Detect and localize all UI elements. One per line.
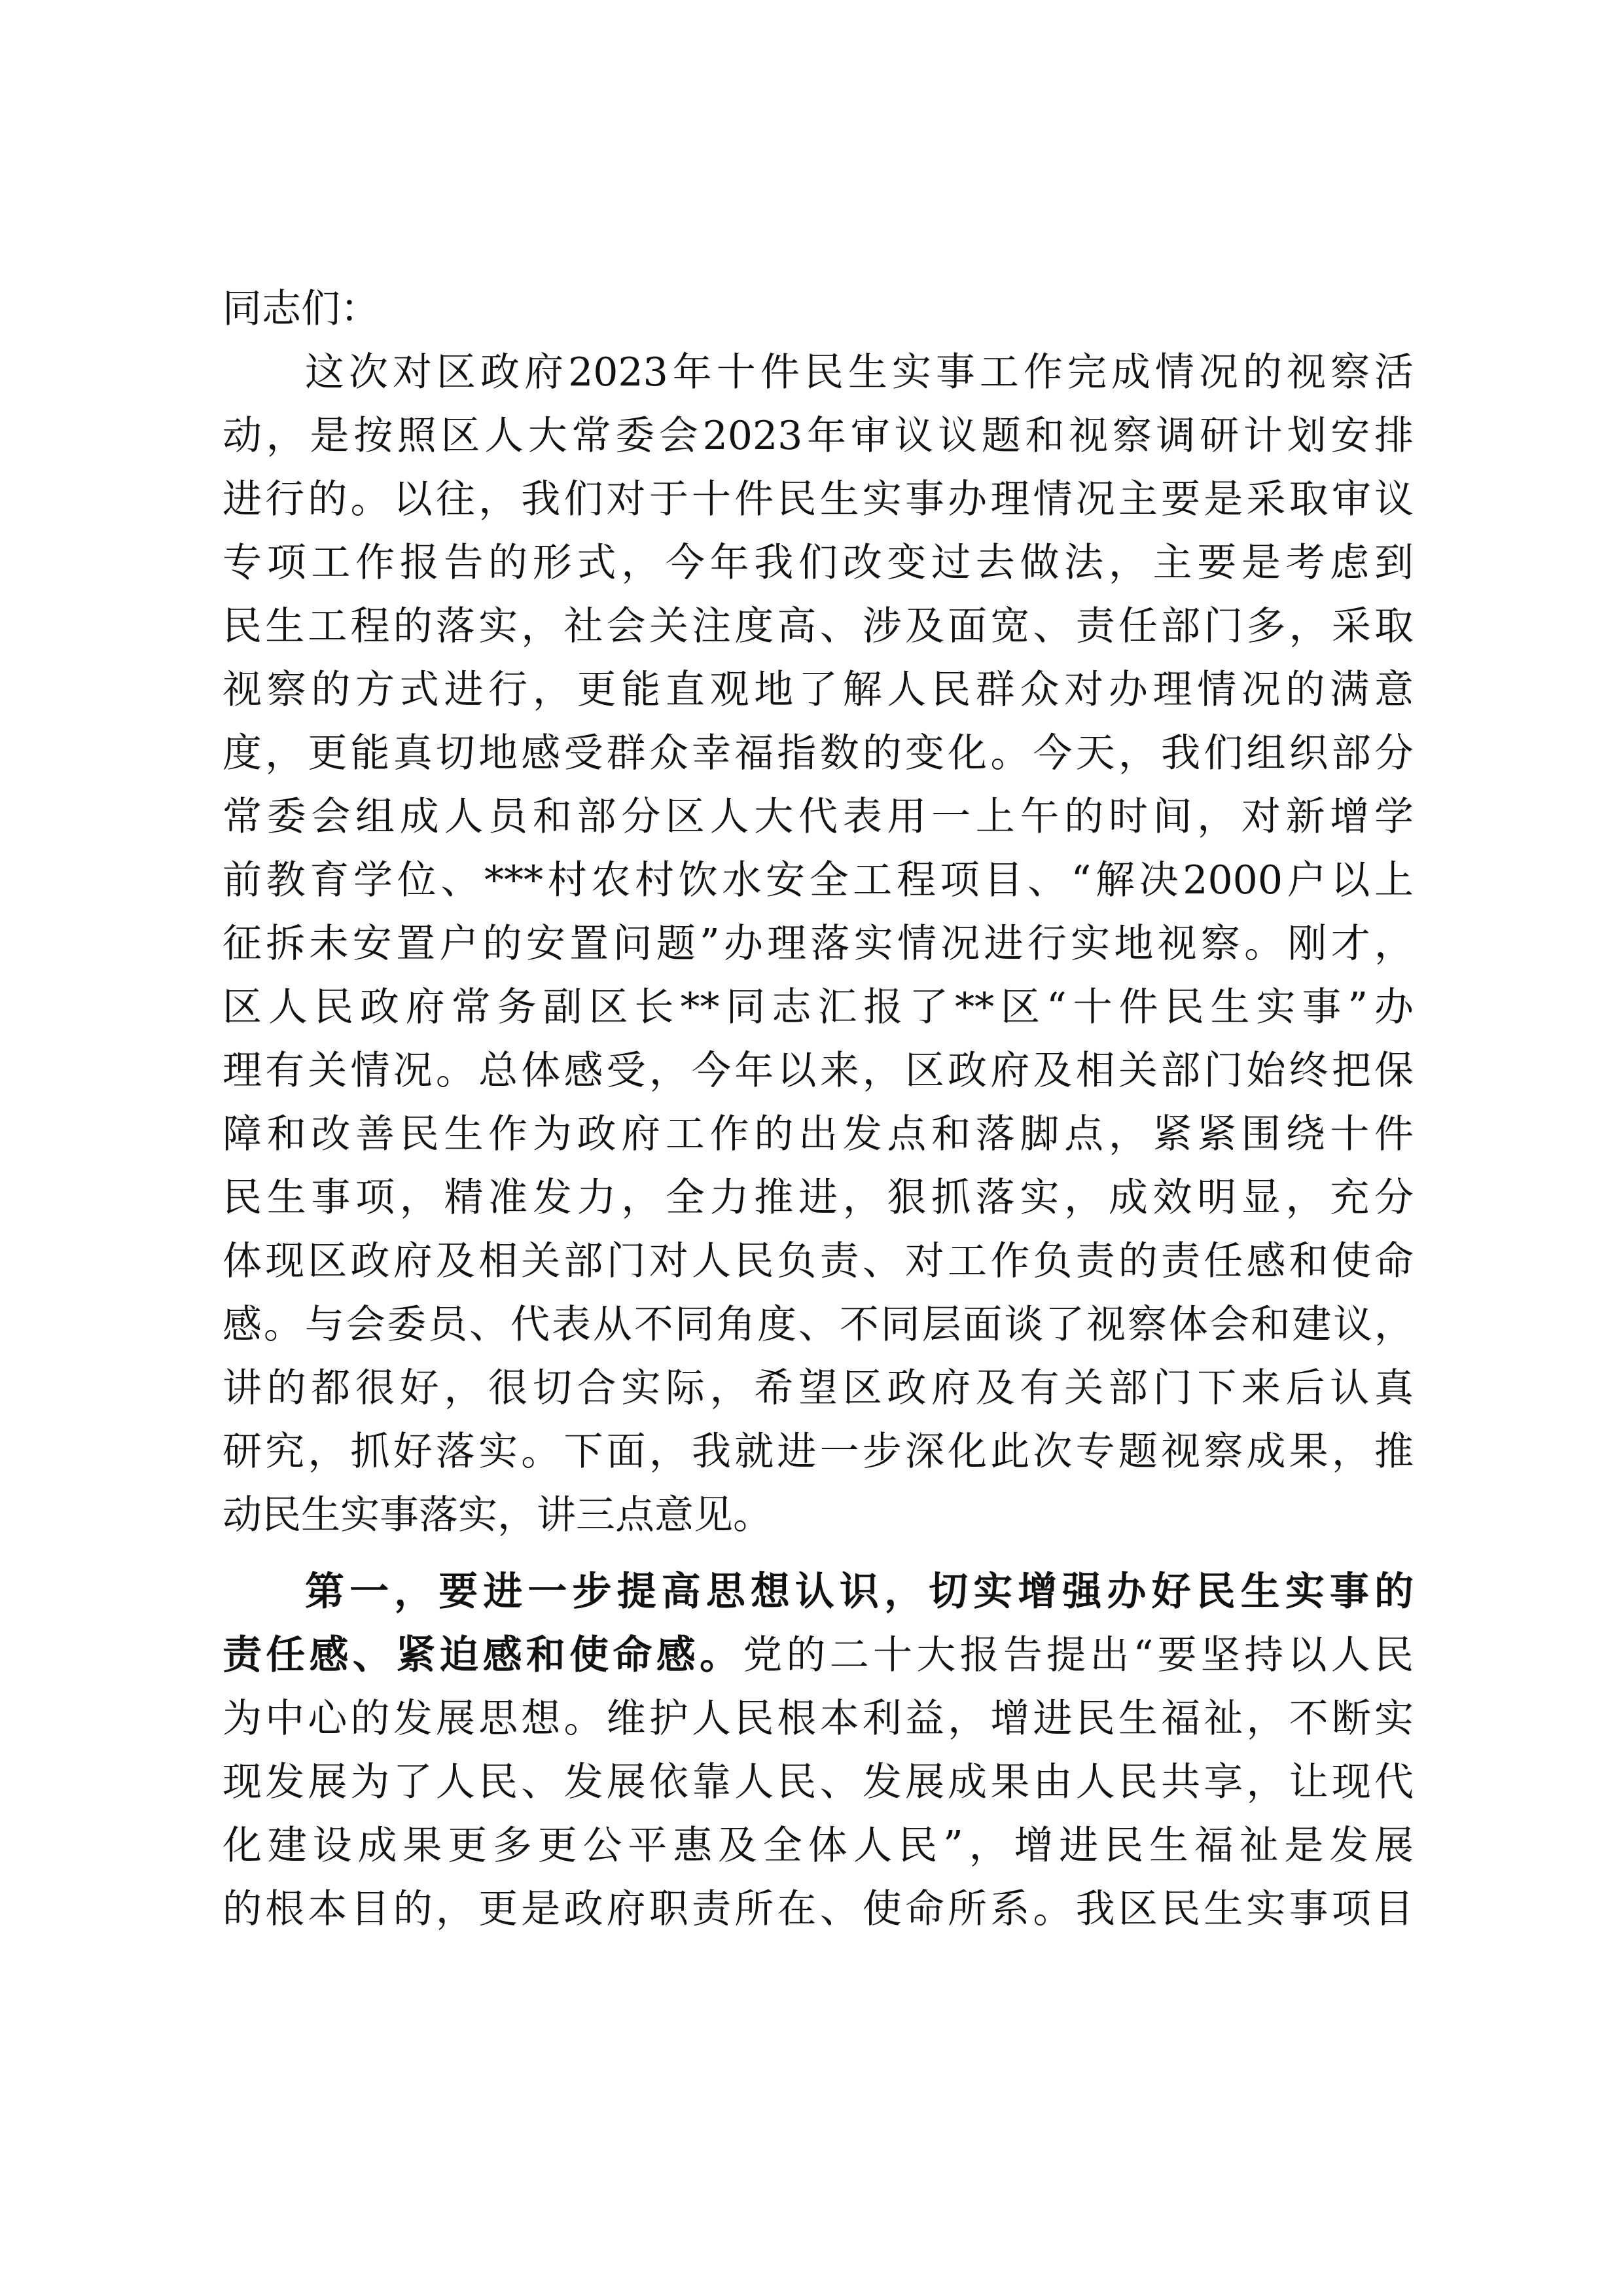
paragraph-line: 这次对区政府2023年十件民生实事工作完成情况的视察活 bbox=[305, 350, 1414, 395]
paragraph-1 bbox=[223, 341, 1414, 1547]
paragraph-line: 为中心的发展思想。维护人民根本利益，增进民生福祉，不断实 bbox=[223, 1696, 1414, 1742]
paragraph-line: 讲的都很好，很切合实际，希望区政府及有关部门下来后认真 bbox=[223, 1365, 1414, 1411]
paragraph-line: 动，是按照区人大常委会2023年审议议题和视察调研计划安排 bbox=[223, 413, 1414, 459]
paragraph-gap bbox=[223, 1547, 1414, 1560]
section-heading: 第一，要进一步提高思想认识，切实增强办好民生实事的 bbox=[305, 1569, 1414, 1615]
paragraph-line: 感。与会委员、代表从不同角度、不同层面谈了视察体会和建议， bbox=[223, 1302, 1414, 1348]
paragraph-line: 民生事项，精准发力，全力推进，狠抓落实，成效明显，充分 bbox=[223, 1175, 1414, 1221]
paragraph-line: 视察的方式进行，更能直观地了解人民群众对办理情况的满意 bbox=[223, 667, 1414, 713]
paragraph-line: 前教育学位、***村农村饮水安全工程项目、“解决2000户以上 bbox=[223, 857, 1414, 903]
paragraph-line: 障和改善民生作为政府工作的出发点和落脚点，紧紧围绕十件 bbox=[223, 1111, 1414, 1157]
paragraph-text: 党的二十大报告提出“要坚持以人民 bbox=[743, 1632, 1414, 1678]
paragraph-line: 现发展为了人民、发展依靠人民、发展成果由人民共享，让现代 bbox=[223, 1759, 1414, 1805]
paragraph-line: 常委会组成人员和部分区人大代表用一上午的时间，对新增学 bbox=[223, 794, 1414, 840]
paragraph-line: 化建设成果更多更公平惠及全体人民”，增进民生福祉是发展 bbox=[223, 1823, 1414, 1869]
paragraph-line bbox=[223, 1624, 1414, 1687]
document-body bbox=[223, 278, 1414, 1941]
paragraph-line: 专项工作报告的形式，今年我们改变过去做法，主要是考虑到 bbox=[223, 540, 1414, 586]
salutation: 同志们： bbox=[223, 286, 380, 332]
paragraph-line: 体现区政府及相关部门对人民负责、对工作负责的责任感和使命 bbox=[223, 1238, 1414, 1284]
paragraph-line: 区人民政府常务副区长**同志汇报了**区“十件民生实事”办 bbox=[223, 984, 1414, 1030]
paragraph-line: 征拆未安置户的安置问题”办理落实情况进行实地视察。刚才， bbox=[223, 921, 1414, 967]
section-heading-continued: 责任感、紧迫感和使命感。 bbox=[223, 1632, 743, 1678]
paragraph-line: 进行的。以往，我们对于十件民生实事办理情况主要是采取审议 bbox=[223, 476, 1414, 522]
paragraph-line: 动民生实事落实，讲三点意见。 bbox=[223, 1492, 772, 1538]
paragraph-line: 研究，抓好落实。下面，我就进一步深化此次专题视察成果，推 bbox=[223, 1429, 1414, 1475]
paragraph-line: 度，更能真切地感受群众幸福指数的变化。今天，我们组织部分 bbox=[223, 730, 1414, 776]
paragraph-line: 的根本目的，更是政府职责所在、使命所系。我区民生实事项目 bbox=[223, 1886, 1414, 1932]
paragraph-line: 民生工程的落实，社会关注度高、涉及面宽、责任部门多，采取 bbox=[223, 603, 1414, 649]
paragraph-line: 理有关情况。总体感受，今年以来，区政府及相关部门始终把保 bbox=[223, 1048, 1414, 1094]
paragraph-2 bbox=[223, 1560, 1414, 1941]
